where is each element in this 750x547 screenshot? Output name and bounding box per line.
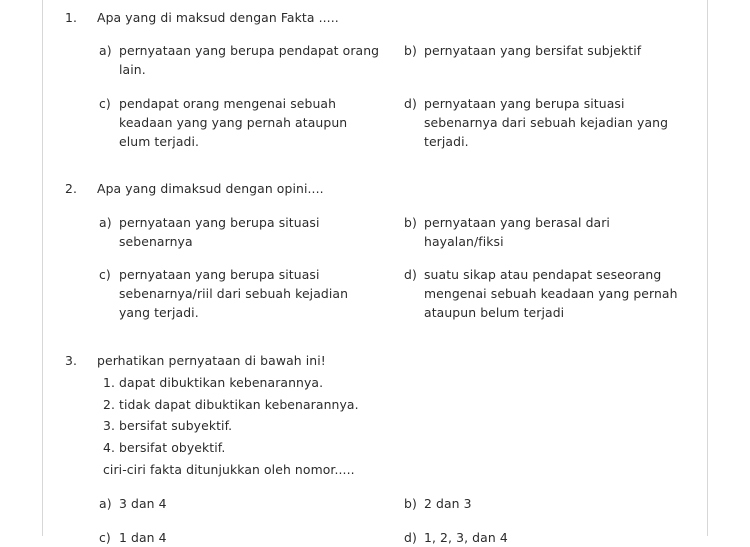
statement-item: 2. tidak dapat dibuktikan kebenarannya. xyxy=(103,396,359,412)
question-1-options xyxy=(65,41,685,151)
spacer xyxy=(99,514,685,528)
question-1-option-b[interactable] xyxy=(404,41,685,79)
option-label: b) xyxy=(404,214,417,230)
question-1-option-c[interactable] xyxy=(99,94,380,152)
option-text: 1 dan 4 xyxy=(119,529,167,545)
option-label: c) xyxy=(99,266,111,282)
spacer xyxy=(65,323,685,351)
option-text: 2 dan 3 xyxy=(424,496,472,512)
option-label: b) xyxy=(404,43,417,59)
option-label: c) xyxy=(99,529,111,545)
option-text: pendapat orang mengenai sebuah keadaan yang yang pernah ataupun elum terjadi. xyxy=(119,95,348,150)
question-1-option-d[interactable] xyxy=(404,94,685,152)
question-2-option-a[interactable] xyxy=(99,213,380,251)
question-2-options xyxy=(65,213,685,323)
question-2 xyxy=(65,179,685,322)
question-1-text: Apa yang di maksud dengan Fakta ..... xyxy=(97,10,339,25)
statement-item: 1. dapat dibuktikan kebenarannya. xyxy=(103,374,324,390)
statement-item: 4. bersifat obyektif. xyxy=(103,439,226,455)
question-3 xyxy=(65,351,685,547)
option-label: c) xyxy=(99,95,111,111)
option-label: a) xyxy=(99,43,112,59)
page-content xyxy=(43,0,707,545)
question-2-heading xyxy=(65,179,685,198)
option-text: 3 dan 4 xyxy=(119,496,167,512)
question-1-number: 1. xyxy=(65,10,78,25)
question-3-option-a[interactable] xyxy=(99,494,380,513)
question-2-option-c[interactable] xyxy=(99,265,380,323)
question-2-option-b[interactable] xyxy=(404,213,685,251)
option-label: b) xyxy=(404,496,417,512)
option-label: a) xyxy=(99,496,112,512)
option-label: d) xyxy=(404,529,417,545)
option-label: a) xyxy=(99,214,112,230)
option-text: pernyataan yang berupa situasi sebenarnya dari sebuah kejadian yang terjadi. xyxy=(424,95,669,150)
question-3-options xyxy=(65,494,685,546)
question-2-option-d[interactable] xyxy=(404,265,685,323)
question-3-statement-block xyxy=(65,372,685,481)
spacer xyxy=(65,151,685,179)
option-text: pernyataan yang berupa situasi sebenarnya/riil dari sebuah kejadian yang terjadi. xyxy=(119,266,349,321)
option-text: pernyataan yang berasal dari hayalan/fiksi xyxy=(424,214,610,249)
question-1-heading xyxy=(65,8,685,27)
question-3-statements xyxy=(103,372,685,459)
question-1-option-a[interactable] xyxy=(99,41,380,79)
question-3-option-c[interactable] xyxy=(99,528,380,547)
option-text: pernyataan yang berupa pendapat orang lain. xyxy=(119,43,380,78)
statement-item: 3. bersifat subyektif. xyxy=(103,418,233,434)
page-right-rule xyxy=(707,0,708,536)
spacer xyxy=(65,199,685,213)
option-label: d) xyxy=(404,266,417,282)
spacer xyxy=(99,251,685,265)
question-1 xyxy=(65,8,685,151)
option-text: pernyataan yang berupa situasi sebenarnya xyxy=(119,214,320,249)
question-3-heading xyxy=(65,351,685,370)
option-label: d) xyxy=(404,95,417,111)
question-3-option-b[interactable] xyxy=(404,494,685,513)
question-3-closing: ciri-ciri fakta ditunjukkan oleh nomor..... xyxy=(103,461,355,477)
question-2-text: Apa yang dimaksud dengan opini.... xyxy=(97,181,324,197)
spacer xyxy=(99,80,685,94)
option-text: suatu sikap atau pendapat seseorang mengenai sebuah keadaan yang pernah ataupun belum terjadi xyxy=(424,266,678,321)
question-3-text: perhatikan pernyataan di bawah ini! xyxy=(97,352,326,368)
question-3-option-d[interactable] xyxy=(404,528,685,547)
option-text: pernyataan yang bersifat subjektif xyxy=(424,43,642,59)
spacer xyxy=(65,480,685,494)
spacer xyxy=(65,27,685,41)
question-3-number: 3. xyxy=(65,352,78,368)
option-text: 1, 2, 3, dan 4 xyxy=(424,529,508,545)
question-2-number: 2. xyxy=(65,181,78,197)
